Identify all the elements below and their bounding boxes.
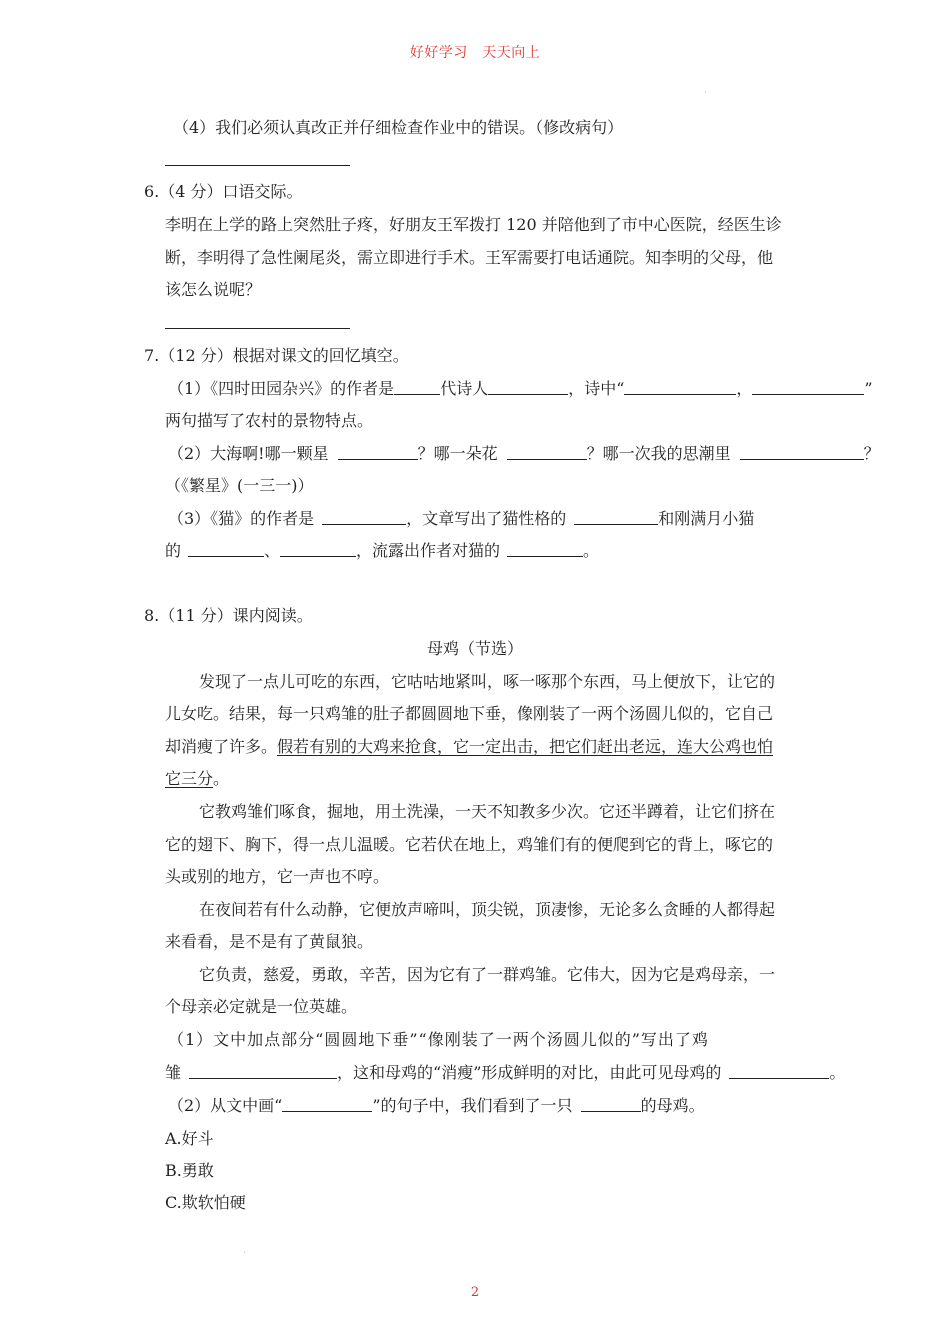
- q7-p1-b: 代诗人: [440, 379, 489, 398]
- q8-sub2-a: （2）从文中画“: [168, 1096, 283, 1115]
- blank-dynasty[interactable]: [488, 379, 568, 395]
- para2-line-3: 头或别的地方，它一声也不哼。: [165, 867, 390, 886]
- q7-p2-c: ？哪一次我的思潮里: [586, 444, 731, 463]
- option-a[interactable]: A.好斗: [165, 1129, 214, 1148]
- blank-author[interactable]: [394, 379, 440, 395]
- page-number: 2: [470, 1285, 480, 1300]
- q6-line-1: 李明在上学的路上突然肚子疼，好朋友王军拨打 120 并陪他到了市中心医院，经医生诊: [165, 215, 782, 234]
- q7-p3-d: 的: [165, 541, 182, 560]
- para1-end: 。: [213, 769, 230, 788]
- q7-p2-a: （2）大海啊!哪一颗星: [168, 444, 329, 463]
- blank-verse-1[interactable]: [624, 379, 736, 395]
- q7-p3-b: ，文章写出了猫性格的: [406, 509, 567, 528]
- q8-sub1-line1: （1）文中加点部分“圆圆地下垂”“像刚装了一两个汤圆儿似的”写出了鸡: [168, 1030, 709, 1049]
- option-c[interactable]: C.欺软怕硬: [165, 1193, 246, 1212]
- blank-verse-2[interactable]: [752, 379, 864, 395]
- para4-line-1: 它负责，慈爱，勇敢，辛苦，因为它有了一群鸡雏。它伟大，因为它是鸡母亲，一: [199, 965, 776, 984]
- q7-p1-f: 两句描写了农村的景物特点。: [165, 411, 374, 430]
- q8-sub1-b: 雏: [165, 1063, 182, 1082]
- q7-heading: 7.（12 分）根据对课文的回忆填空。: [144, 346, 409, 365]
- para3-line-2: 来看看，是不是有了黄鼠狼。: [165, 932, 374, 951]
- q6-heading: 6.（4 分）口语交际。: [144, 182, 303, 201]
- para4-line-2: 个母亲必定就是一位英雄。: [165, 997, 358, 1016]
- blank-star[interactable]: [338, 444, 418, 460]
- q7-p3-f: ，流露出作者对猫的: [356, 541, 501, 560]
- q7-p1-c: ，诗中“: [568, 379, 625, 398]
- q7-p3-e: 、: [264, 541, 281, 560]
- blank-underline-mark: [282, 1096, 372, 1112]
- q5-4-text: （4）我们必须认真改正并仔细检查作业中的错误。（修改病句）: [173, 118, 624, 137]
- q7-p3-a: （3）《猫》的作者是: [168, 509, 315, 528]
- q8-sub1-d: 。: [829, 1063, 846, 1082]
- q7-p1-e: ”: [864, 379, 873, 398]
- scan-speck: [705, 91, 706, 92]
- para2-line-1: 它教鸡雏们啄食，掘地，用土洗澡，一天不知教多少次。它还半蹲着，让它们挤在: [199, 802, 776, 821]
- blank-thoughts[interactable]: [740, 444, 864, 460]
- option-b[interactable]: B.勇敢: [165, 1161, 214, 1180]
- q7-p1-a: （1）《四时田园杂兴》的作者是: [168, 379, 395, 398]
- answer-line-q5-4[interactable]: [165, 165, 350, 166]
- q8-sub1-line2: [165, 1063, 845, 1083]
- blank-feeling[interactable]: [507, 541, 583, 557]
- para2-line-2: 它的翅下、胸下，得一点儿温暖。它若伏在地上，鸡雏们有的便爬到它的背上，啄它的: [165, 835, 774, 854]
- q8-sub2-b: ”的句子中，我们看到了一只: [372, 1096, 573, 1115]
- blank-hen-quality[interactable]: [729, 1063, 829, 1079]
- q7-p2-b: ？哪一朵花: [417, 444, 498, 463]
- q7-p2-d: ？: [863, 444, 880, 463]
- underlined-sentence-part-2: 它三分: [165, 769, 214, 788]
- q7-p1-d: ，: [736, 379, 753, 398]
- para1-line-1: 发现了一点儿可吃的东西，它咕咕地紧叫，啄一啄那个东西，马上便放下，让它的: [199, 672, 776, 691]
- q7-p3-g: 。: [583, 541, 600, 560]
- blank-cat-character[interactable]: [574, 509, 658, 525]
- para1-line-4: [165, 769, 229, 789]
- blank-hen-type[interactable]: [581, 1096, 641, 1112]
- passage-title: 母鸡（节选）: [426, 639, 523, 658]
- q7-part1-line1: [168, 379, 873, 399]
- blank-kitten-2[interactable]: [280, 541, 356, 557]
- scan-speck: [244, 1252, 245, 1253]
- para1-line-3-start: 却消瘦了许多。: [165, 737, 278, 756]
- para1-line-3: [165, 737, 773, 757]
- q6-line-3: 该怎么说呢？: [165, 280, 262, 299]
- blank-flower[interactable]: [507, 444, 587, 460]
- blank-chick-desc[interactable]: [189, 1063, 337, 1079]
- q8-heading: 8.（11 分）课内阅读。: [144, 606, 313, 625]
- q8-sub2: [168, 1096, 705, 1116]
- q7-part3-line2: [165, 541, 599, 561]
- answer-line-q6[interactable]: [165, 328, 350, 329]
- q7-p2-e: （《繁星》(一三一)）: [165, 476, 314, 495]
- underlined-sentence-part-1: 假若有别的大鸡来抢食，它一定出击，把它们赶出老远，连大公鸡也怕: [277, 737, 774, 756]
- q7-part3-line1: [168, 509, 754, 529]
- para3-line-1: 在夜间若有什么动静，它便放声啼叫，顶尖锐，顶凄惨，无论多么贪睡的人都得起: [199, 900, 776, 919]
- para1-line-2: 儿女吃。结果，每一只鸡雏的肚子都圆圆地下垂，像刚装了一两个汤圆儿似的，它自己: [165, 704, 774, 723]
- blank-kitten-1[interactable]: [188, 541, 264, 557]
- q7-p3-c: 和刚满月小猫: [658, 509, 755, 528]
- page-header: 好好学习 天天向上: [409, 45, 541, 61]
- q7-part2-line1: [168, 444, 880, 464]
- blank-cat-author[interactable]: [322, 509, 406, 525]
- q6-line-2: 断，李明得了急性阑尾炎，需立即进行手术。王军需要打电话通院。知李明的父母，他: [165, 248, 774, 267]
- q8-sub2-c: 的母鸡。: [640, 1096, 705, 1115]
- q8-sub1-c: ，这和母鸡的“消瘦”形成鲜明的对比，由此可见母鸡的: [337, 1063, 722, 1082]
